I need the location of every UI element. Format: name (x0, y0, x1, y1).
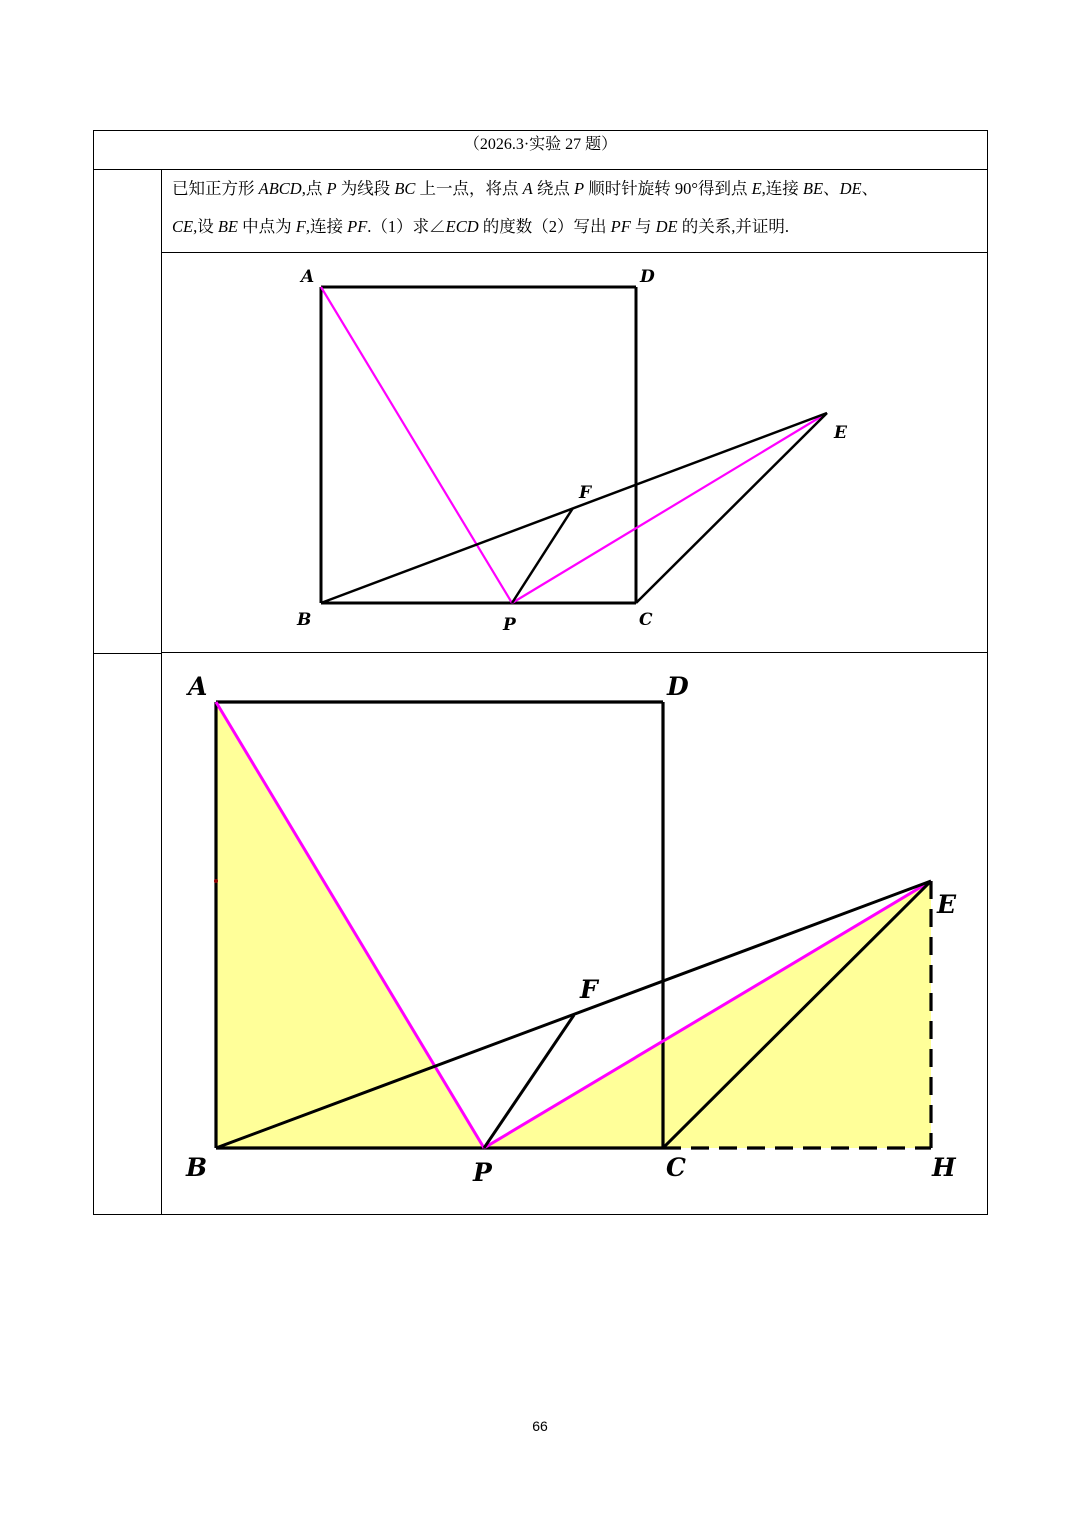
page-number: 66 (532, 1418, 548, 1434)
label-p: P (503, 615, 516, 635)
segment-ce (636, 413, 827, 603)
label-a: A (301, 267, 315, 287)
left-index-column (94, 170, 162, 1214)
segment-pe (512, 413, 827, 603)
problem-statement: 已知正方形 ABCD,点 P 为线段 BC 上一点，将点 A 绕点 P 顺时针旋转 90°得到点 E,连接 BE、DE、 CE,设 BE 中点为 F,连接 PF.（1）求∠ECD 的度数（2）写出 PF 与 DE 的关系,并证明. (162, 170, 987, 253)
row-divider (94, 653, 161, 654)
label-d: D (640, 267, 655, 287)
label-b: B (186, 1153, 208, 1182)
label-e: E (834, 423, 847, 443)
label-d: D (667, 672, 689, 701)
geometry-figure-2 (162, 653, 989, 1216)
geometry-figure-1 (162, 253, 989, 653)
label-a: A (188, 672, 208, 701)
segment-ap (321, 287, 512, 603)
problem-table (93, 130, 988, 1215)
label-c: C (666, 1153, 686, 1182)
label-f: F (580, 975, 598, 1004)
label-b: B (297, 610, 312, 630)
segment-be (321, 413, 827, 603)
problem-source-title: （2026.3·实验 27 题） (94, 131, 987, 170)
segment-pf (512, 508, 573, 603)
label-h: H (932, 1153, 956, 1182)
label-e: E (937, 890, 957, 919)
label-c: C (639, 610, 653, 630)
point-mid-ab (214, 879, 218, 883)
figure-2-cell (162, 653, 987, 1214)
label-f: F (579, 483, 592, 503)
label-p: P (473, 1158, 492, 1187)
figure-1-cell (162, 253, 987, 653)
